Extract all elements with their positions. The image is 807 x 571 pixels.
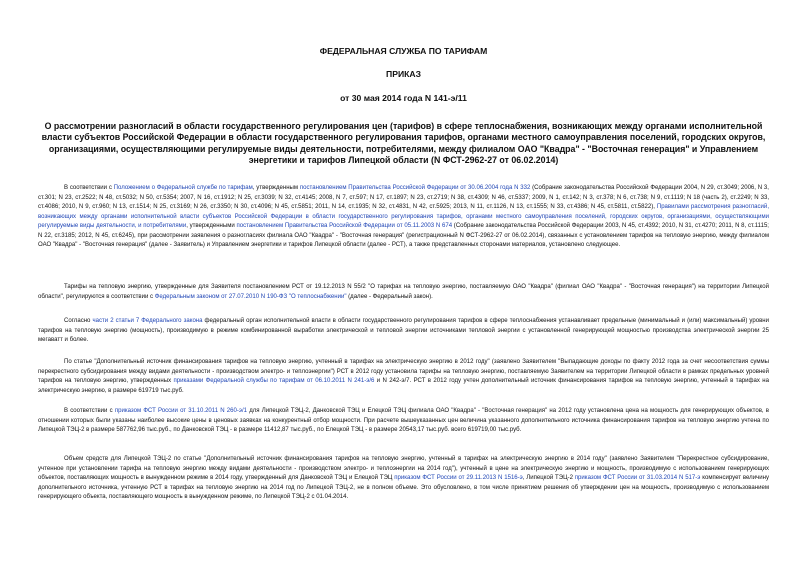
- text: , утвержденным: [252, 185, 300, 191]
- paragraph-3: [38, 317, 769, 346]
- paragraph-1: [38, 184, 769, 251]
- paragraph-6: [38, 455, 769, 503]
- link-federal-law-190[interactable]: Федеральным законом от 27.07.2010 N 190-ФЗ "О теплоснабжении": [154, 293, 347, 300]
- document-title: О рассмотрении разногласий в области государственного регулирования цен (тарифов) в сфере теплоснабжения, возникающих между органами исполнительной власти субъектов Российской Федерации в области государственного регулирования тарифов, органами местного самоуправления поселений, городских округов, организациями, осуществляющими регулируемые виды деятельности, потребителями, между филиалом ОАО "Квадра" - "Восточная генерация" и Управлением энергетики и тарифов Липецкой области (N ФСТ-2962-27 от 06.02.2014): [41, 121, 766, 165]
- text: компенсирует величину дополнительного источника, учтенную РСТ в тарифах на тепловую энергию на 2014 год по Липецкой ТЭЦ-2, не в полном объеме. Это обусловлено, в том числе принятием решения об утверждении цен на мощность, производимую с использованием генерирующего объекта, поставляющего мощность в вынужденном режиме, по Липецкой ТЭЦ-2 с 01.04.2014.: [38, 475, 769, 500]
- agency-name: ФЕДЕРАЛЬНАЯ СЛУЖБА ПО ТАРИФАМ: [319, 46, 488, 56]
- text: федеральный орган исполнительной власти в области государственного регулирования тарифов в сфере теплоснабжения устанавливает предельные (минимальный и (или) максимальный) уровни тарифов на тепловую энергию (мощность), производимую в режиме комбинированной выработки электрической и тепловой энергии источниками тепловой энергии с установленной генерирующей мощностью производства электрической энергии 25 мегаватт и более.: [38, 318, 769, 343]
- doc-date-number: от 30 мая 2014 года N 141-э/11: [340, 93, 467, 103]
- text: По статье "Дополнительный источник финансирования тарифов на тепловую энергию, учтенный в тарифах на электрическую энергию в 2012 году" (заявлено Заявителем "Выпадающие доходы по факту 2012 года за счет несоответствия суммы перекрестного субсидирования между видами деятельности - производством электро- и теплоэнергии") РСТ в 2012 году установила тарифы на тепловую энергию, поставляемую Заявителем на территории Липецкой области в рамках предельных уровней тарифов на тепловую энергию, утвержденных: [38, 359, 769, 384]
- text: и N 242-э/7. РСТ в 2012 году учтен дополнительный источник финансирования тарифов на тепловую энергию, учтенный в тарифах на электрическую энергию, в размере 619719 тыс.руб.: [38, 378, 769, 394]
- link-government-decree-674[interactable]: постановлением Правительства Российской Федерации от 05.11.2003 N 674: [236, 223, 453, 229]
- link-fst-orders-2011[interactable]: приказами Федеральной службы по тарифам от 06.10.2011 N 241-э/6: [173, 378, 375, 384]
- link-article-7[interactable]: части 2 статьи 7 Федерального закона: [92, 318, 203, 324]
- link-fst-regulation[interactable]: Положением о Федеральной службе по тарифам: [113, 185, 253, 191]
- text: В соответствии с: [64, 185, 114, 191]
- text: Объем средств для Липецкой ТЭЦ-2 по статье "Дополнительный источник финансирования тарифов на тепловую энергию, учтенный в тарифах на электрическую энергию в 2014 году" (заявлено Заявителем "Перекрестное субсидирование, учтенное при установлении тарифа на тепловую энергию между видами деятельности - производством электро- и теплоэнергии на 2014 год"), учтенный в цене на электрическую энергию и мощность, производимую с использованием генерирующих объектов, поставляющих мощность в вынужденном режиме в 2014 году, утвержденный для Данковской ТЭЦ и Елецкой ТЭЦ: [38, 456, 769, 481]
- link-fst-order-260[interactable]: приказом ФСТ России от 31.10.2011 N 260-э/1: [114, 408, 248, 414]
- text: (Собрание законодательства Российской Федерации 2004, N 29, ст.3049; 2006, N 3, ст.301; N 23, ст.2522; N 48, ст.5032; N 50, ст.5354; 2007, N 16, ст.1912; N 25, ст.3039; N 32, ст.4145; 2008, N 7, ст.597; N 17, ст.1897; N 23, ст.2719; N 38, ст.4309; N 46, ст.5337; 2009, N 1, ст.142; N 3, ст.378; N 6, ст.738; N 9, ст.1119; N 18 (часть 2), ст.2249; N 33, ст.4086; 2010, N 9, ст.960; N 13, ст.1514; N 25, ст.3169; N 26, ст.3350; N 30, ст.4096; N 45, ст.5851; 2011, N 14, ст.1935; N 32, ст.4831, N 42, ст.5925; 2013, N 11, ст.1126, N 13, ст.1555; N 33, ст.4386; N 45, ст.5811, ст.5822),: [38, 185, 769, 210]
- link-fst-order-1516[interactable]: приказом ФСТ России от 29.11.2013 N 1516-э: [394, 475, 523, 481]
- text: для Липецкой ТЭЦ-2, Данковской ТЭЦ и Елецкой ТЭЦ филиала ОАО "Квадра" - "Восточная генерация" на 2012 году установлена цена на мощность для генерирующих объектов, в отношении которых были указаны наиболее высокие цены в ценовых заявках на конкурентный отбор мощности. При расчете вышеуказанных цен величина указанного дополнительного источника финансирования тарифов на тепловую энергию учтена по Липецкой ТЭЦ-2 в размере 587762,96 тыс.руб., по Данковской ТЭЦ - в размере 11412,87 тыс.руб., по Елецкой ТЭЦ - в размере 20543,17 тыс.руб. всего 619719,00 тыс.руб.: [38, 408, 769, 433]
- text: Тарифы на тепловую энергию, утвержденные для Заявителя постановлением РСТ от 19.12.2013 N 55/2 "О тарифах на тепловую энергию, поставляемую ОАО "Квадра" (филиал ОАО "Квадра" - "Восточная генерация") на территории Липецкой области", регулируются в соответствии с: [38, 284, 769, 300]
- paragraph-2: [38, 283, 769, 302]
- doc-type: ПРИКАЗ: [386, 69, 421, 79]
- text: , Липецкой ТЭЦ-2: [522, 475, 575, 481]
- text: Согласно: [64, 318, 93, 324]
- text: (далее - Федеральный закон).: [346, 293, 433, 300]
- text: В соответствии с: [64, 408, 115, 414]
- link-disagreement-rules[interactable]: Правилами рассмотрения разногласий, возникающих между органами исполнительной власти субъектов Российской Федерации в области государственного регулирования тарифов, органами местного самоуправления поселений, городских округов, организациями, осуществляющими регулируемые виды деятельности, и потребителями: [38, 204, 769, 229]
- paragraph-4: [38, 358, 769, 396]
- text: , утвержденными: [186, 223, 237, 229]
- paragraph-5: [38, 407, 769, 436]
- link-fst-order-517[interactable]: приказом ФСТ России от 31.03.2014 N 517-э: [574, 475, 701, 481]
- link-government-decree-332[interactable]: постановлением Правительства Российской Федерации от 30.06.2004 года N 332: [299, 185, 531, 191]
- text: (Собрание законодательства Российской Федерации 2003, N 45, ст.4392; 2010, N 31, ст.4270; 2011, N 8, ст.1115; N 22, ст.3185; 2012, N 45, ст.6245), при рассмотрении заявления о разногласиях филиала ОАО "Квадра" - "Восточная генерация" (регистрационный N ФСТ-2962-27 от 06.02.2014), связанных с установлением тарифов на тепловую энергию, между филиалом ОАО "Квадра" - "Восточная генерация" (далее - Заявитель) и Управлением энергетики и тарифов Липецкой области (далее - РСТ), а также представленных сторонами материалов, установлено следующее.: [38, 223, 769, 248]
